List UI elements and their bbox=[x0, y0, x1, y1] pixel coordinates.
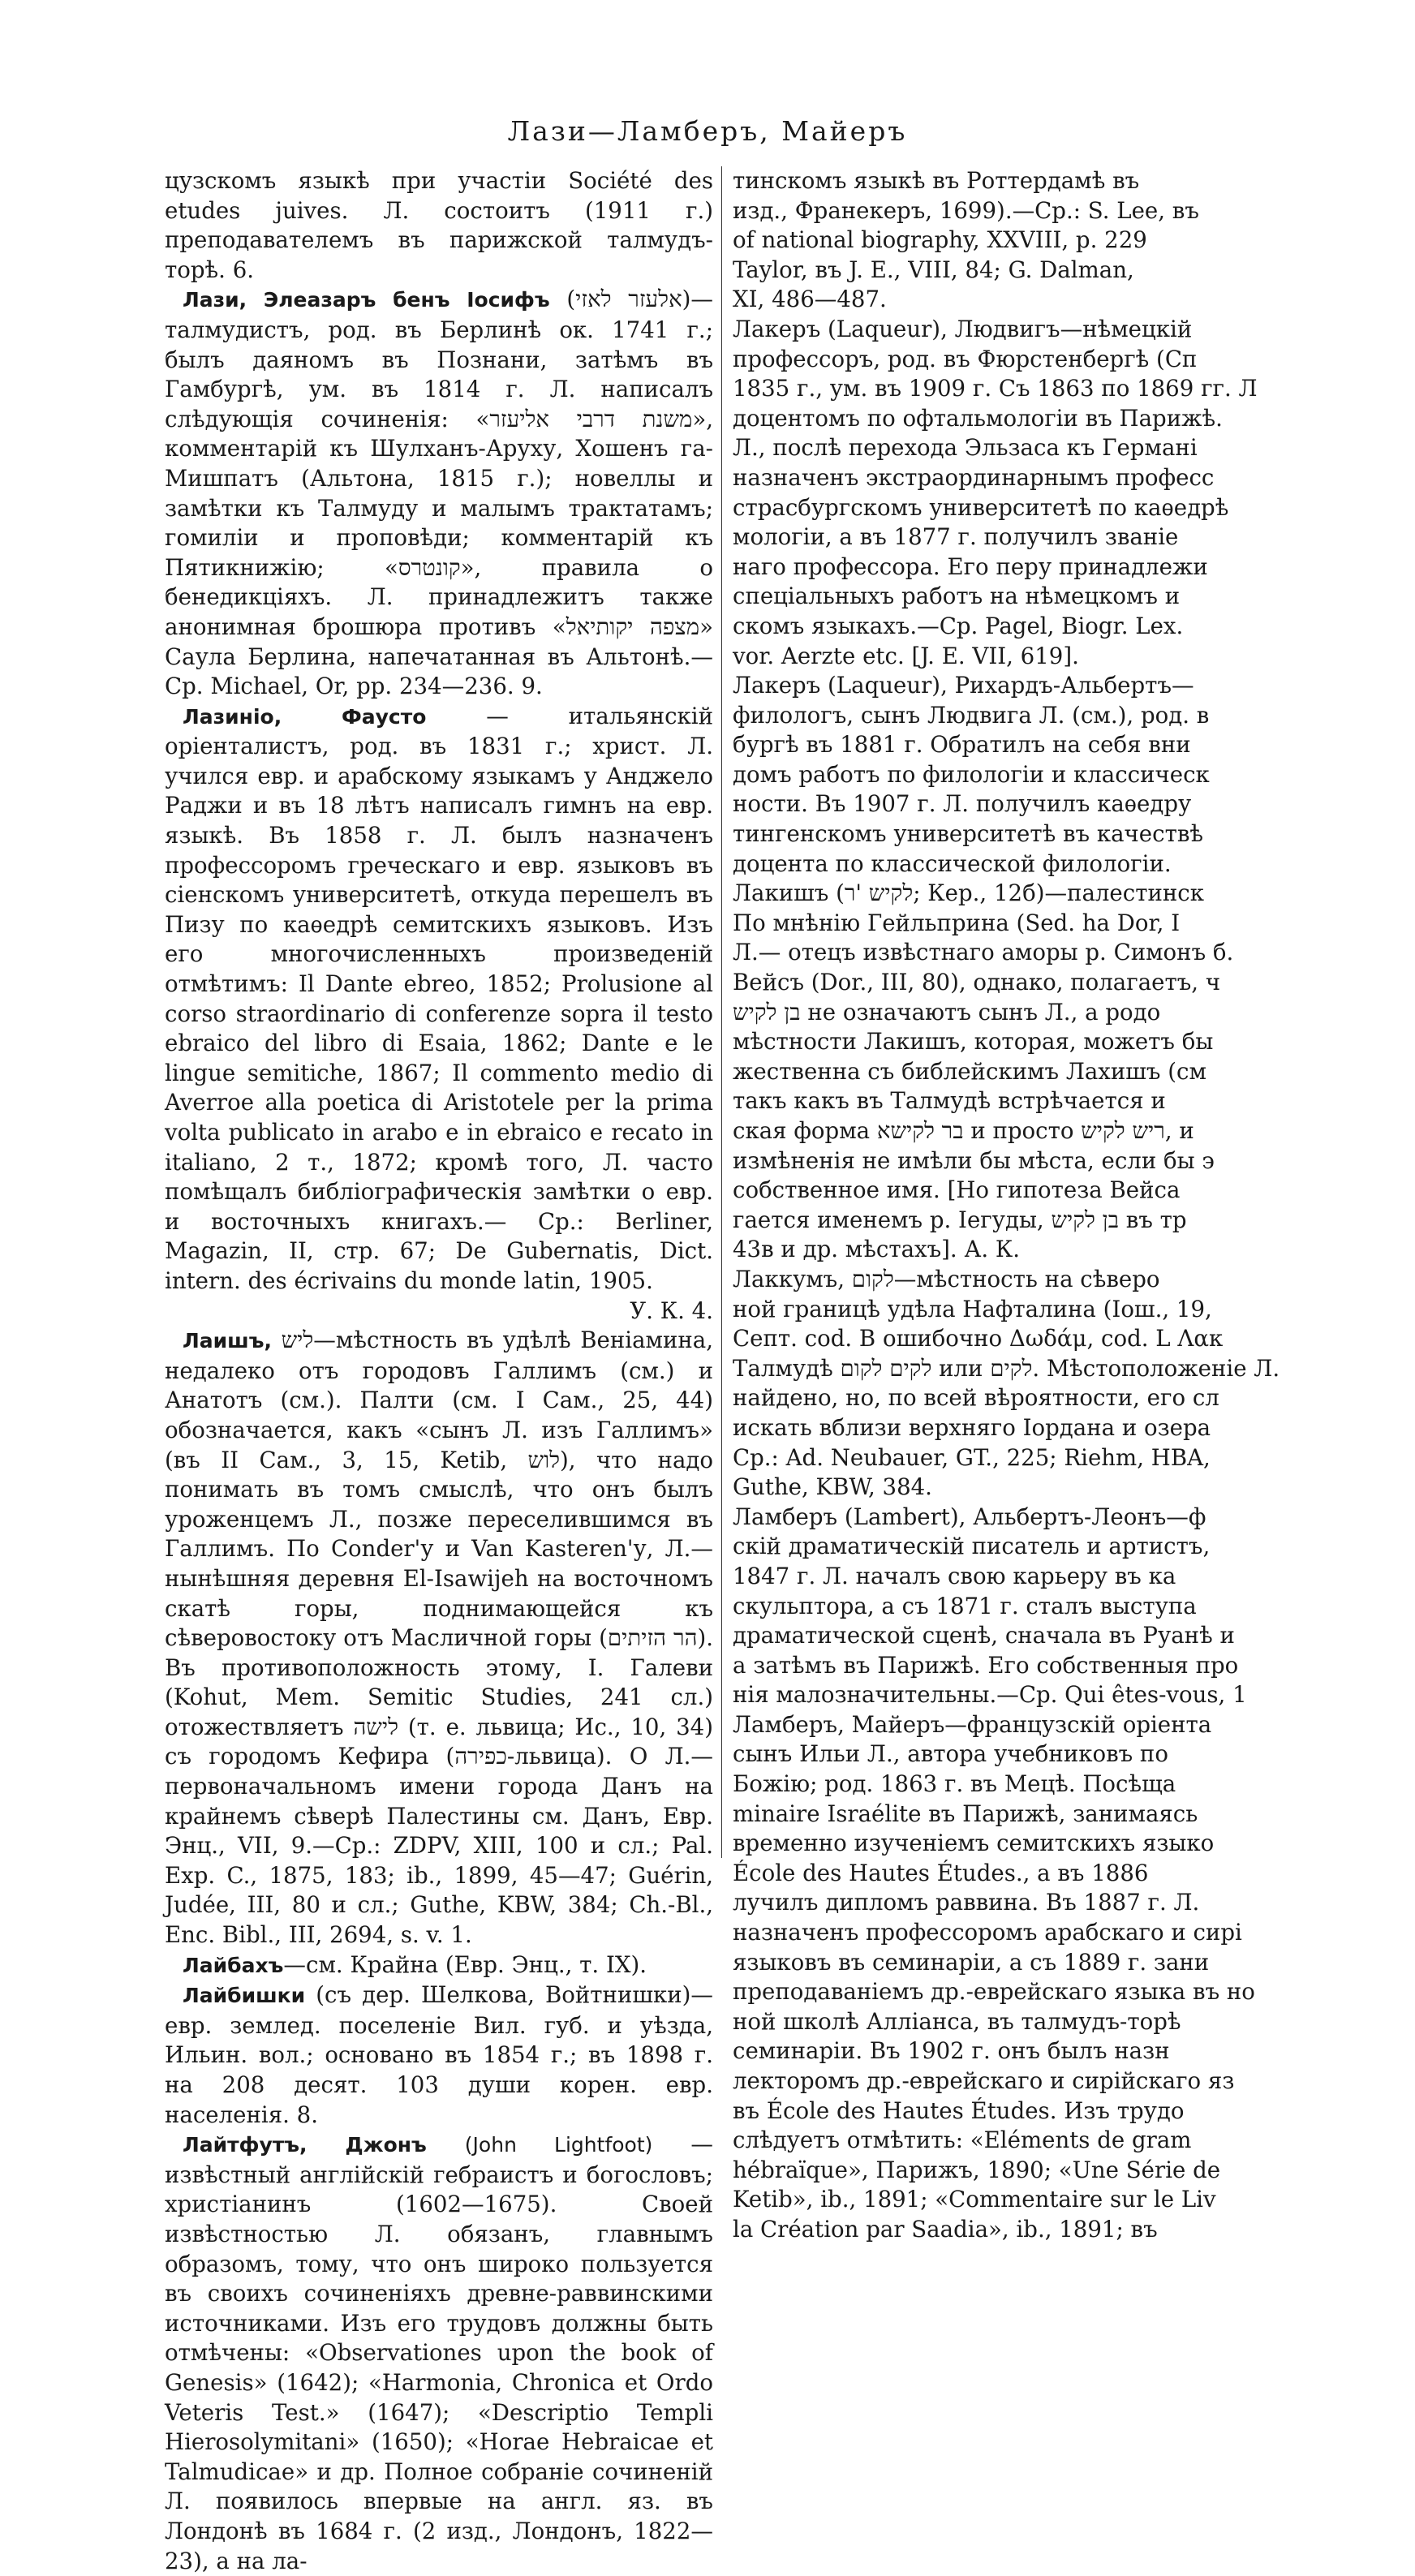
text-line: преподаваніемъ др.-еврейскаго языка въ но bbox=[733, 1978, 1255, 2006]
entry-laish bbox=[165, 1326, 713, 1950]
text-line: такъ какъ въ Талмудѣ встрѣчается и bbox=[733, 1087, 1166, 1115]
text-line: Taylor, въ J. E., VIII, 84; G. Dalman, bbox=[733, 256, 1134, 283]
text-line: назначенъ профессоромъ арабскаго и сирі bbox=[733, 1919, 1242, 1946]
text-line: בן לקיש не означаютъ сынъ Л., а родо bbox=[733, 998, 1161, 1026]
text-line: лучилъ дипломъ раввина. Въ 1887 г. Л. bbox=[733, 1889, 1200, 1916]
entry-text: — извѣстный англійскій гебраистъ и богословъ; христіанинъ (1602—1675). Своей извѣстностью Л. обязанъ, главнымъ образомъ, тому, что онъ широко пользуется въ своихъ сочиненіяхъ древне-раввинскими источниками. Изъ его трудовъ должны быть отмѣчены: «Observationes upon the book of Genesis» (1642); «Harmonia, Chronica et Ordo Veteris Test.» (1647); «Descriptio Templi Hierosolymitani» (1650); «Horae Hebraicae et Talmudicae» и др. Полное собраніе сочиненій Л. появилось впервые на англ. яз. въ Лондонѣ въ 1684 г. (2 изд., Лондонъ, 1822—23), а на ла- bbox=[165, 2131, 713, 2574]
entry-laibach bbox=[165, 1950, 713, 1981]
text-line: семинаріи. Въ 1902 г. онъ былъ назн bbox=[733, 2037, 1170, 2065]
text-line: бургѣ въ 1881 г. Обратилъ на себя вни bbox=[733, 731, 1191, 759]
text-line: Guthe, KBW, 384. bbox=[733, 1473, 932, 1501]
headword: Лазиніо, Фаусто bbox=[183, 704, 427, 729]
headword: Лаишъ, bbox=[183, 1329, 272, 1353]
text-line: minaire Israélite въ Парижѣ, занимаясь bbox=[733, 1800, 1198, 1827]
text-line: жественна съ библейскимъ Лахишъ (см bbox=[733, 1057, 1206, 1085]
text-line: la Création par Saadia», ib., 1891; въ bbox=[733, 2215, 1158, 2243]
text-line: скій драматическій писатель и артистъ, bbox=[733, 1533, 1211, 1560]
text-line: Септ. cod. В ошибочно Δωδάμ, cod. L Λακ bbox=[733, 1325, 1224, 1353]
text-line: домъ работъ по филологіи и классическ bbox=[733, 760, 1210, 788]
text-line: 1835 г., ум. въ 1909 г. Съ 1863 по 1869 гг. Л bbox=[733, 375, 1258, 402]
text-line: а затѣмъ въ Парижѣ. Его собственныя про bbox=[733, 1651, 1239, 1679]
text-line: Божію; род. 1863 г. въ Мецѣ. Посѣща bbox=[733, 1770, 1176, 1798]
author-signature: У. К. 4. bbox=[630, 1297, 713, 1324]
text-line: тингенскомъ университетѣ въ качествѣ bbox=[733, 820, 1204, 848]
headword: Лайбишки bbox=[183, 1984, 306, 2008]
text-line: Лаккумъ, לקום—мѣстность на сѣверо bbox=[733, 1265, 1160, 1292]
text-line: доцентомъ по офтальмологіи въ Парижѣ. bbox=[733, 404, 1223, 432]
page-header: Лази—Ламберъ, Майеръ bbox=[507, 115, 908, 147]
headword: Лази, Элеазаръ бенъ Іосифъ bbox=[183, 288, 550, 312]
text-line: мѣстности Лакишъ, которая, можетъ бы bbox=[733, 1028, 1214, 1056]
text-line: скомъ языкахъ.—Ср. Pagel, Biogr. Lex. bbox=[733, 612, 1184, 639]
text-line: скульптора, а съ 1871 г. сталъ выступа bbox=[733, 1592, 1197, 1619]
headword: Лайбахъ bbox=[183, 1953, 284, 1977]
text-line: Ламберъ (Lambert), Альбертъ-Леонъ—ф bbox=[733, 1503, 1206, 1530]
column-divider bbox=[721, 166, 722, 1858]
text-line: нія малозначительны.—Ср. Qui êtes-vous, 1 bbox=[733, 1681, 1247, 1709]
text-line: Ср.: Ad. Neubauer, GT., 225; Riehm, HBA, bbox=[733, 1443, 1211, 1471]
text-line: École des Hautes Études., а въ 1886 bbox=[733, 1859, 1149, 1886]
text-line: Лакишъ (לקיש 'ר; Кер., 12б)—палестинск bbox=[733, 879, 1204, 907]
text-line: Л., послѣ перехода Эльзаса къ Германі bbox=[733, 434, 1198, 462]
text-line: изд., Франекеръ, 1699).—Ср.: S. Lee, въ bbox=[733, 196, 1199, 224]
text-line: ной границѣ удѣла Нафталина (Іош., 19, bbox=[733, 1295, 1212, 1322]
text-line: измѣненія не имѣли бы мѣста, если бы э bbox=[733, 1146, 1215, 1174]
text-line: Талмудѣ לקים לקום или לקים. Мѣстоположеніе Л. bbox=[733, 1354, 1280, 1382]
entry-text: (אלעזר לאזי)—талмудистъ, род. въ Берлинѣ ок. 1741 г.; былъ даяномъ въ Познани, затѣмъ въ Гамбургѣ, ум. въ 1814 г. Л. написалъ слѣдующія сочиненія: «משנת דרבי אליעזר», комментарій къ Шулханъ-Аруху, Хошенъ га-Мишпатъ (Альтона, 1815 г.); новеллы и замѣтки къ Талмуду и малымъ трактатамъ; гомиліи и проповѣди; комментарій къ Пятикнижію; «קונטרס», правила о бенедикціяхъ. Л. принадлежитъ также анонимная брошюра противъ «מצפה יקותיאל» Саула Берлина, напечатанная въ Альтонѣ.—Ср. Michael, Or, pp. 234—236. 9. bbox=[165, 286, 713, 700]
text-line: Лакеръ (Laqueur), Рихардъ-Альбертъ— bbox=[733, 672, 1194, 699]
text-line: временно изученіемъ семитскихъ языко bbox=[733, 1830, 1215, 1857]
text-line: тинскомъ языкѣ въ Роттердамѣ въ bbox=[733, 167, 1140, 194]
text-line: искать вблизи верхняго Іордана и озера bbox=[733, 1413, 1211, 1441]
text-line: филологъ, сынъ Людвига Л. (см.), род. в bbox=[733, 701, 1210, 729]
paragraph-continuation: цузскомъ языкѣ при участіи Société des etudes juives. Л. состоитъ (1911 г.) преподавателемъ въ парижской талмудъ-торѣ. 6. bbox=[165, 167, 713, 283]
text-line: профессоръ, род. въ Фюрстенбергѣ (Сп bbox=[733, 345, 1198, 372]
text-line: лекторомъ др.-еврейскаго и сирійскаго яз bbox=[733, 2067, 1235, 2094]
text-line: сынъ Ильи Л., автора учебниковъ по bbox=[733, 1740, 1168, 1768]
text-line: vor. Aerzte etc. [J. E. VII, 619]. bbox=[733, 642, 1079, 669]
text-line: hébraïque», Парижъ, 1890; «Une Série de bbox=[733, 2156, 1221, 2183]
text-line: назначенъ экстраординарнымъ професс bbox=[733, 463, 1215, 491]
entry-text: — итальянскій оріенталистъ, род. въ 1831 г.; христ. Л. учился евр. и арабскому языкамъ у Анджело Раджи и въ 18 лѣтъ написалъ гимнъ на евр. языкѣ. Въ 1858 г. Л. былъ назначенъ профессоромъ греческаго и евр. языковъ въ сіенскомъ университетѣ, откуда перешелъ въ Пизу по каѳедрѣ семитскихъ языковъ. Изъ его многочисленныхъ произведеній отмѣтимъ: Il Dante ebreo, 1852; Prolusione al corso straordinario di conferenze sopra il testo ebraico del libro di Esaia, 1862; Dante e le lingue semitiche, 1867; Il commento medio di Averroe alla poetica di Aristotele per la prima volta publicato in arabo e in ebraico e recato in italiano, 2 т., 1872; кромѣ того, Л. часто помѣщалъ библіографическія замѣтки о евр. и восточныхъ книгахъ.— Ср.: Berliner, Magazin, II, стр. 67; De Gubernatis, Dict. intern. des écrivains du monde latin, 1905. bbox=[165, 702, 714, 1294]
headword-latin: (John Lightfoot) bbox=[464, 2133, 653, 2157]
text-line: гается именемъ р. Іегуды, בן לקיש въ тр bbox=[733, 1206, 1187, 1233]
entry-text: ליש—мѣстность въ удѣлѣ Веніамина, недалеко отъ городовъ Галлимъ (см.) и Анатотъ (см.). Палти (см. I Сам., 25, 44) обозначается, какъ «сынъ Л. изъ Галлимъ» (въ II Сам., 3, 15, Ketib, לוש), что надо понимать въ томъ смыслѣ, что онъ былъ уроженцемъ Л., позже переселившимся въ Галлимъ. По Conder'у и Van Kasteren'у, Л.—нынѣшняя деревня El-Isawijeh на восточномъ скатѣ горы, поднимающейся къ сѣверовостоку отъ Масличной горы (הר הזיתים). Въ противоположность этому, I. Галеви (Kohut, Mem. Semitic Studies, 241 сл.) отожествляетъ לישה (т. е. львица; Ис., 10, 34) съ городомъ Кефира (כפירה-львица). О Л.—первоначальномъ имени города Данъ на крайнемъ сѣверѣ Палестины см. Данъ, Евр. Энц., VII, 9.—Ср.: ZDPV, XIII, 100 и сл.; Pal. Exp. C., 1875, 183; ib., 1899, 45—47; Guérin, Judée, III, 80 и сл.; Guthe, KBW, 384; Ch.-Bl., Enc. Bibl., III, 2694, s. v. 1. bbox=[165, 1327, 714, 1949]
right-column bbox=[733, 166, 1280, 2243]
text-line: of national biography, XXVIII, p. 229 bbox=[733, 226, 1147, 254]
text-line: ности. Въ 1907 г. Л. получилъ каѳедру bbox=[733, 790, 1192, 818]
headword: Лайтфутъ, Джонъ bbox=[183, 2133, 427, 2157]
text-line: Ketib», ib., 1891; «Commentaire sur le Liv bbox=[733, 2186, 1216, 2213]
text-line: Вейсъ (Dor., III, 80), однако, полагаетъ, ч bbox=[733, 969, 1221, 996]
text-line: собственное имя. [Но гипотеза Вейса bbox=[733, 1176, 1181, 1204]
text-line: языковъ въ семинаріи, а съ 1889 г. зани bbox=[733, 1948, 1210, 1976]
text-line: спеціальныхъ работъ на нѣмецкомъ и bbox=[733, 583, 1181, 610]
entry-text: (съ дер. Шелкова, Войтнишки)—евр. землед. поселеніе Вил. губ. и уѣзда, Ильин. вол.; основано въ 1854 г.; въ 1898 г. на 208 десят. 103 души корен. евр. населенія. 8. bbox=[165, 1981, 713, 2128]
text-line: Л.— отецъ извѣстнаго аморы р. Симонъ б. bbox=[733, 939, 1234, 966]
text-line: драматической сценѣ, сначала въ Руанѣ и bbox=[733, 1622, 1235, 1649]
entry-lightfoot bbox=[165, 2130, 713, 2576]
left-column bbox=[165, 166, 713, 2576]
text-line: По мнѣнію Гейльприна (Sed. ha Dor, I bbox=[733, 909, 1181, 936]
text-line: Ламберъ, Майеръ—французскій оріента bbox=[733, 1710, 1212, 1738]
text-line: слѣдуетъ отмѣтить: «Eléments de gram bbox=[733, 2127, 1192, 2154]
entry-lazinio bbox=[165, 702, 713, 1297]
text-line: наго профессора. Его перу принадлежи bbox=[733, 553, 1208, 580]
text-line: Лакеръ (Laqueur), Людвигъ—нѣмецкій bbox=[733, 315, 1193, 342]
text-line: ская форма בר לקישא и просто ריש לקיש, и bbox=[733, 1117, 1194, 1144]
text-line: мологіи, а въ 1877 г. получилъ званіе bbox=[733, 523, 1179, 551]
text-line: ной школѣ Алліанса, въ талмудъ-торѣ bbox=[733, 2007, 1181, 2035]
entry-text: —см. Крайна (Евр. Энц., т. IX). bbox=[283, 1950, 647, 1978]
entry-lazi bbox=[165, 285, 713, 701]
text-line: XI, 486—487. bbox=[733, 286, 887, 313]
text-line: страсбургскомъ университетѣ по каѳедрѣ bbox=[733, 493, 1229, 521]
text-line: доцента по классической филологіи. bbox=[733, 849, 1172, 877]
text-line: найдено, но, по всей вѣроятности, его сл bbox=[733, 1384, 1219, 1412]
entry-laibishki bbox=[165, 1980, 713, 2130]
text-line: въ École des Hautes Études. Изъ трудо bbox=[733, 2096, 1185, 2124]
text-line: 43в и др. мѣстахъ]. А. К. bbox=[733, 1236, 1021, 1263]
text-line: 1847 г. Л. началъ свою карьеру въ ка bbox=[733, 1562, 1176, 1589]
